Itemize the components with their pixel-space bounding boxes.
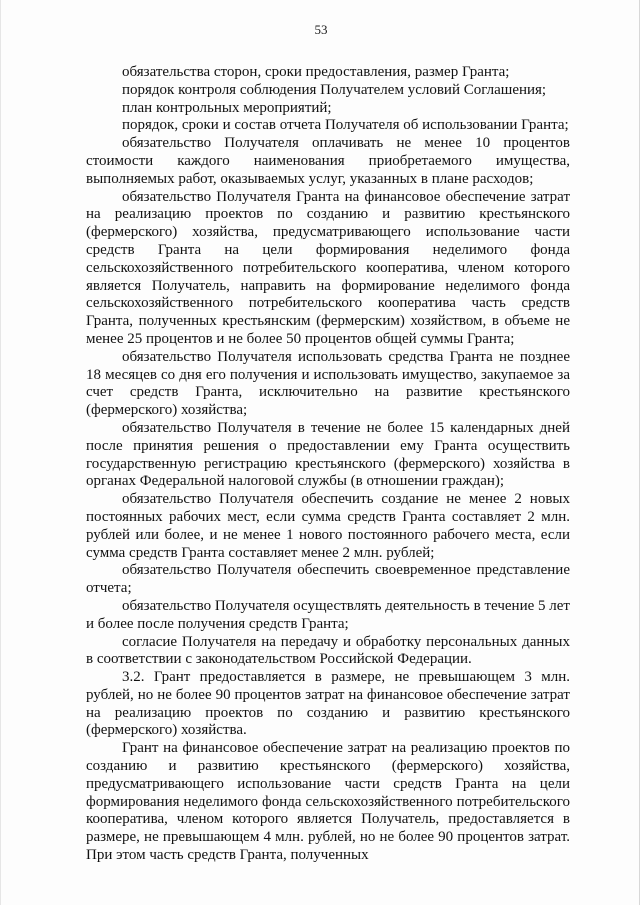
section-paragraph-3-2: 3.2. Грант предоставляется в размере, не превышающем 3 млн. рублей, но не более 90 процентов затрат на финансовое обеспечение затрат на реализацию проектов по созданию и развитию крестьянского (фермерского) хозяйства. — [86, 669, 570, 739]
paragraph: Грант на финансовое обеспечение затрат на реализацию проектов по созданию и развитию крестьянского (фермерского) хозяйства, предусматривающего использование части средств Гранта на цели формирования неделимого фонда сельскохозяйственного потребительского кооператива, членом которого является Получатель, предоставляется в размере, не превышающем 4 млн. рублей, но не более 90 процентов затрат. При этом часть средств Гранта, полученных — [86, 740, 570, 864]
paragraph: согласие Получателя на передачу и обработку персональных данных в соответствии с законодательством Российской Федерации. — [86, 633, 570, 668]
paragraph: обязательства сторон, сроки предоставления, размер Гранта; — [122, 64, 510, 80]
paragraph: обязательство Получателя обеспечить своевременное представление отчета; — [86, 562, 570, 597]
paragraph: порядок, сроки и состав отчета Получателя об использовании Гранта; — [122, 117, 569, 134]
page-number: 53 — [314, 22, 328, 37]
paragraph: обязательство Получателя использовать средства Гранта не позднее 18 месяцев со дня его получения и использовать имущество, закупаемое за счет средств Гранта, исключительно на развитие крестьянского (фермерского) хозяйства; — [86, 348, 570, 419]
paragraph: обязательство Получателя оплачивать не менее 10 процентов стоимости каждого наименования приобретаемого имущества, выполняемых работ, оказываемых услуг, указанных в плане расходов; — [86, 135, 570, 187]
paragraph: обязательство Получателя в течение не более 15 календарных дней после принятия решения о предоставлении ему Гранта осуществить государственную регистрацию крестьянского (фермерского) хозяйства в органах Федеральной налоговой службы (в отношении граждан); — [86, 419, 570, 490]
paragraph: обязательство Получателя Гранта на финансовое обеспечение затрат на реализацию проектов по созданию и развитию крестьянского (фермерского) хозяйства, предусматривающего использование части средств Гранта на цели формирования неделимого фонда сельскохозяйственного потребительского кооператива, членом которого является Получатель, направить на формирование неделимого фонда сельскохозяйственного потребительского кооператива часть средств Гранта, полученных крестьянским (фермерским) хозяйством, в объеме не менее 25 процентов и не более 50 процентов общей суммы Гранта; — [86, 188, 570, 347]
paragraph: порядок контроля соблюдения Получателем условий Соглашения; — [122, 81, 547, 98]
paragraph: обязательство Получателя обеспечить создание не менее 2 новых постоянных рабочих мест, если сумма средств Гранта составляет 2 млн. рублей или более, и не менее 1 нового постоянного рабочего места, если сумма средств Гранта составляет менее 2 млн. рублей; — [86, 491, 570, 561]
document-body — [86, 64, 570, 865]
paragraph: обязательство Получателя осуществлять деятельность в течение 5 лет и более после получения средств Гранта; — [86, 597, 570, 632]
paragraph: план контрольных мероприятий; — [122, 99, 332, 116]
